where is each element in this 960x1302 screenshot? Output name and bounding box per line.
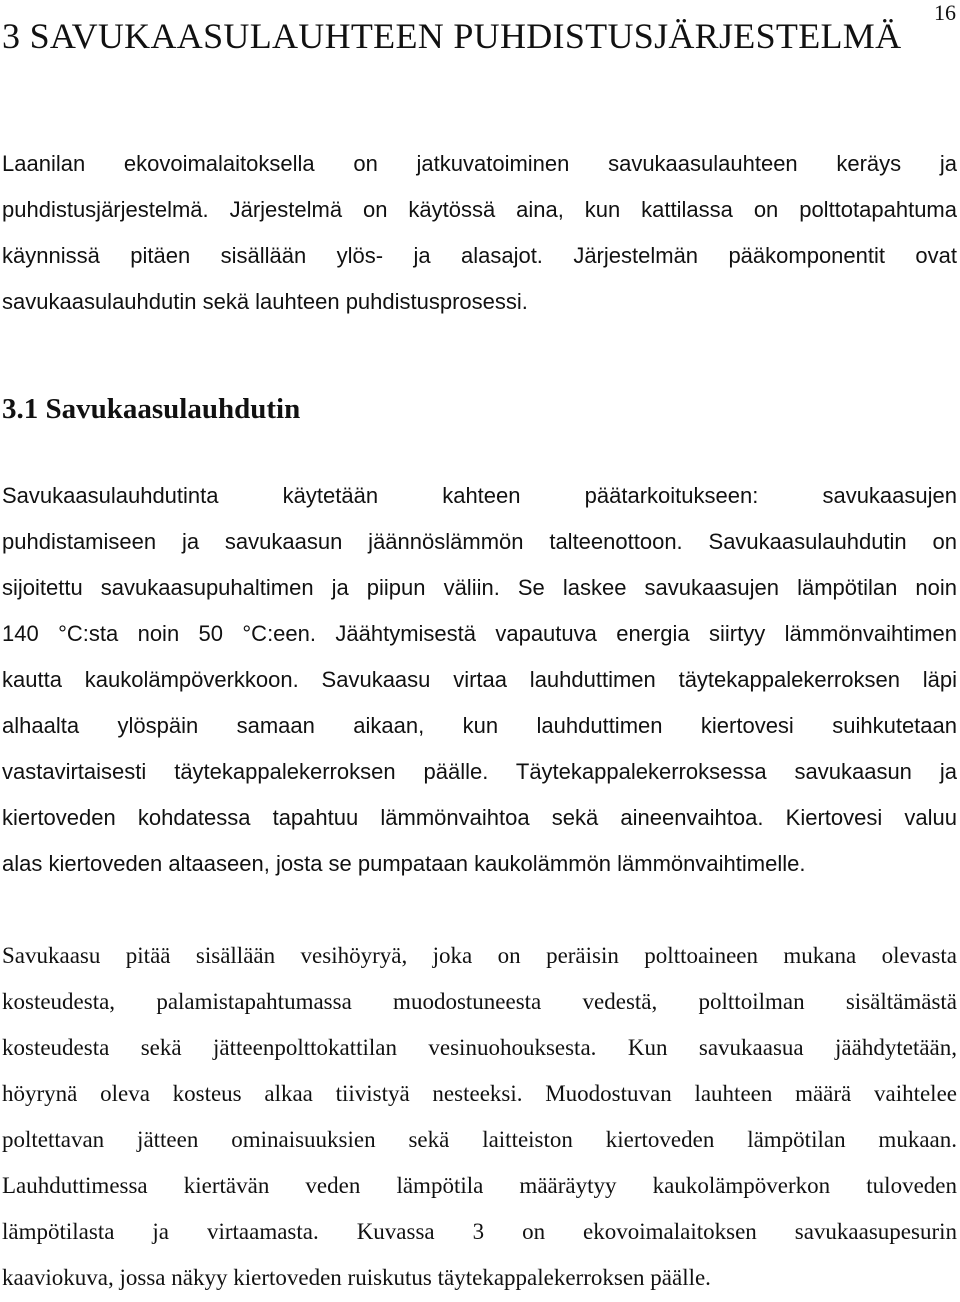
text-line: sijoitettu savukaasupuhaltimen ja piipun väliin. Se laskee savukaasujen lämpötilan noin — [2, 575, 957, 600]
section-heading: 3.1 Savukaasulauhdutin — [2, 393, 301, 425]
section-paragraph-2 — [2, 933, 957, 1301]
text-line: kautta kaukolämpöverkkoon. Savukaasu virtaa lauhduttimen täytekappalekerroksen läpi — [2, 667, 957, 692]
text-line: alhaalta ylöspäin samaan aikaan, kun lauhduttimen kiertovesi suihkutetaan — [2, 713, 957, 738]
text-line: höyrynä oleva kosteus alkaa tiivistyä nesteeksi. Muodostuvan lauhteen määrä vaihtelee — [2, 1081, 957, 1106]
text-line: kosteudesta, palamistapahtumassa muodostuneesta vedestä, polttoilman sisältämästä — [2, 989, 957, 1014]
text-line: lämpötilasta ja virtaamasta. Kuvassa 3 on ekovoimalaitoksen savukaasupesurin — [2, 1219, 957, 1244]
text-line: Laanilan ekovoimalaitoksella on jatkuvatoiminen savukaasulauhteen keräys ja — [2, 151, 957, 176]
text-line: Savukaasu pitää sisällään vesihöyryä, joka on peräisin polttoaineen mukana olevasta — [2, 943, 957, 968]
text-line: kosteudesta sekä jätteenpolttokattilan vesinuohouksesta. Kun savukaasua jäähdytetään, — [2, 1035, 957, 1060]
text-line: savukaasulauhdutin sekä lauhteen puhdistusprosessi. — [2, 289, 528, 314]
text-line: kiertoveden kohdatessa tapahtuu lämmönvaihtoa sekä aineenvaihtoa. Kiertovesi valuu — [2, 805, 957, 830]
text-line: puhdistusjärjestelmä. Järjestelmä on käytössä aina, kun kattilassa on polttotapahtuma — [2, 197, 957, 222]
text-line: alas kiertoveden altaaseen, josta se pumpataan kaukolämmön lämmönvaihtimelle. — [2, 851, 806, 876]
text-line: Savukaasulauhdutinta käytetään kahteen päätarkoitukseen: savukaasujen — [2, 483, 957, 508]
section-paragraph-1 — [2, 473, 957, 887]
text-line: käynnissä pitäen sisällään ylös- ja alasajot. Järjestelmän pääkomponentit ovat — [2, 243, 957, 268]
text-line: Lauhduttimessa kiertävän veden lämpötila määräytyy kaukolämpöverkon tuloveden — [2, 1173, 957, 1198]
chapter-title: 3 SAVUKAASULAUHTEEN PUHDISTUSJÄRJESTELMÄ — [2, 16, 902, 56]
text-line: puhdistamiseen ja savukaasun jäännöslämmön talteenottoon. Savukaasulauhdutin on — [2, 529, 957, 554]
text-line: poltettavan jätteen ominaisuuksien sekä laitteiston kiertoveden lämpötilan mukaan. — [2, 1127, 957, 1152]
intro-paragraph — [2, 141, 957, 325]
text-line: 140 °C:sta noin 50 °C:een. Jäähtymisestä vapautuva energia siirtyy lämmönvaihtimen — [2, 621, 957, 646]
text-line: kaaviokuva, jossa näkyy kiertoveden ruiskutus täytekappalekerroksen päälle. — [2, 1265, 711, 1290]
page-number: 16 — [934, 0, 956, 25]
text-line: vastavirtaisesti täytekappalekerroksen päälle. Täytekappalekerroksessa savukaasun ja — [2, 759, 957, 784]
